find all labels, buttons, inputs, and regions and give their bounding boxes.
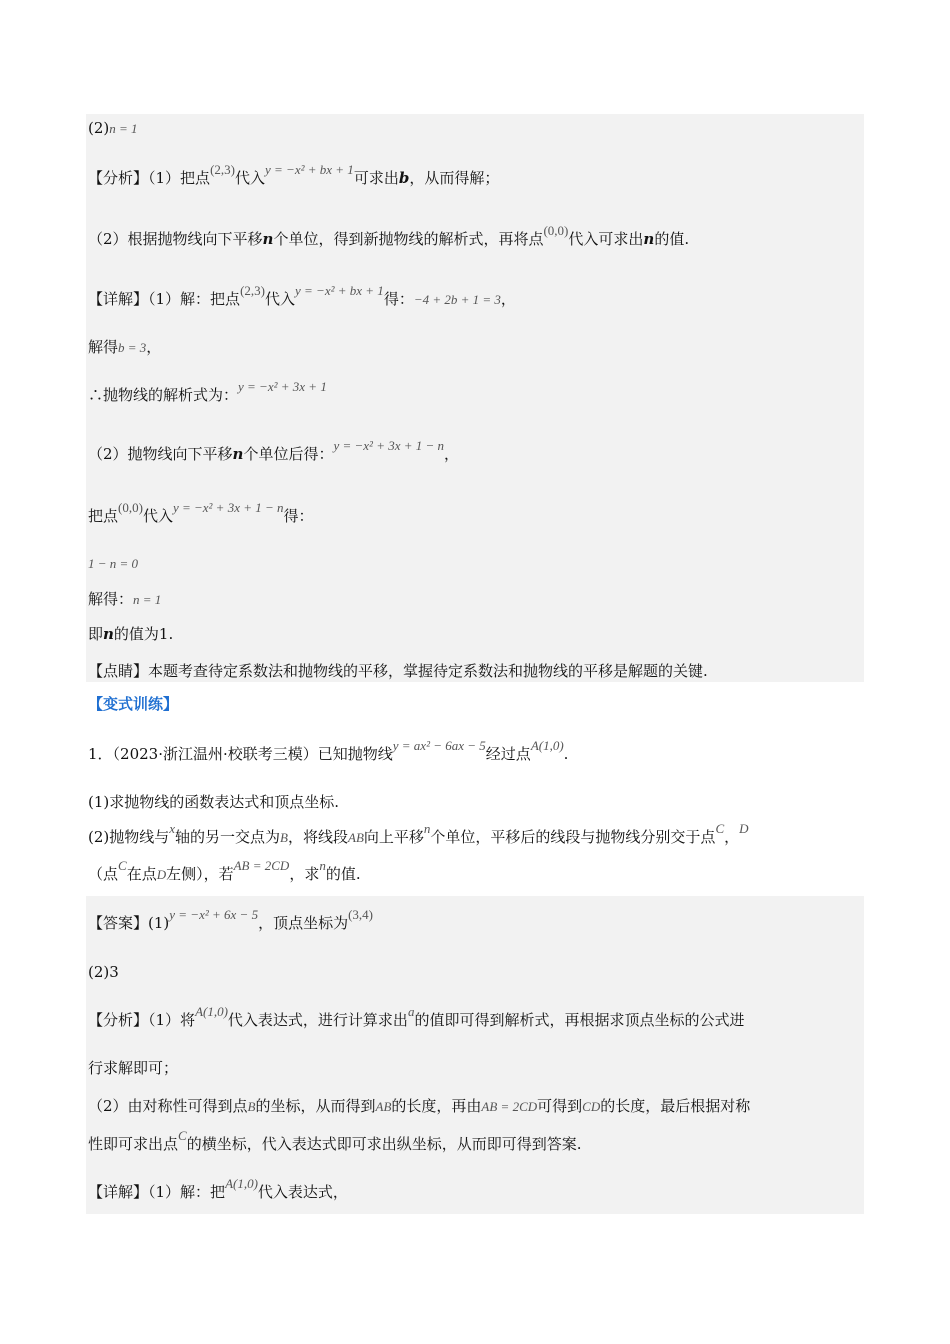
- solution-block-2: [86, 896, 864, 1214]
- comment-line: 【点睛】本题考查待定系数法和抛物线的平移，掌握待定系数法和抛物线的平移是解题的关键.: [88, 662, 708, 680]
- detail-line-4: （2）抛物线向下平移n个单位后得：y = −x² + 3x + 1 − n，: [88, 438, 460, 463]
- detail2-line-1: 【详解】（1）解：把A(1,0)代入表达式，: [88, 1176, 348, 1201]
- analysis2-line-1: 【分析】（1）将A(1,0)代入表达式，进行计算求出a的值即可得到解析式，再根据求顶点坐标的公式进: [88, 1004, 745, 1029]
- analysis2-line-4: 性即可求出点C的横坐标，代入表达式即可求出纵坐标，从而即可得到答案.: [88, 1128, 582, 1153]
- analysis-line-1: 【分析】（1）把点(2,3)代入y = −x² + bx + 1可求出b，从而得解；: [88, 162, 500, 187]
- section-title: 【变式训练】: [88, 695, 179, 713]
- detail-line-7: 解得：n = 1: [88, 590, 162, 608]
- analysis-line-2: （2）根据抛物线向下平移n个单位，得到新抛物线的解析式，再将点(0,0)代入可求出n的值.: [88, 223, 690, 248]
- analysis2-line-2: 行求解即可；: [88, 1059, 179, 1077]
- answer-part2: (2)n = 1: [88, 119, 138, 137]
- problem-line-2: (1)求抛物线的函数表达式和顶点坐标.: [88, 793, 340, 811]
- detail-line-5: 把点(0,0)代入y = −x² + 3x + 1 − n得：: [88, 500, 314, 525]
- answer-line-2: (2)3: [88, 963, 119, 981]
- answer-line-1: 【答案】(1)y = −x² + 6x − 5，顶点坐标为(3,4): [88, 907, 374, 932]
- detail-line-1: 【详解】（1）解：把点(2,3)代入y = −x² + bx + 1得：−4 + 2b + 1 = 3，: [88, 283, 516, 308]
- detail-line-6: 1 − n = 0: [88, 556, 139, 571]
- analysis2-line-3: （2）由对称性可得到点B的坐标，从而得到AB的长度，再由AB = 2CD可得到CD的长度，最后根据对称: [88, 1097, 751, 1115]
- problem-line-1: 1．（2023·浙江温州·校联考三模）已知抛物线y = ax² − 6ax − 5经过点A(1,0).: [88, 738, 569, 763]
- detail-line-8: 即n的值为1.: [88, 625, 174, 643]
- detail-line-3: ∴抛物线的解析式为：y = −x² + 3x + 1: [88, 379, 327, 404]
- problem-line-3: (2)抛物线与x轴的另一交点为B，将线段AB向上平移n个单位，平移后的线段与抛物线分别交于点C，D: [88, 821, 749, 846]
- problem-line-4: （点C在点D左侧），若AB = 2CD，求n的值.: [88, 858, 361, 883]
- detail-line-2: 解得b = 3，: [88, 338, 162, 356]
